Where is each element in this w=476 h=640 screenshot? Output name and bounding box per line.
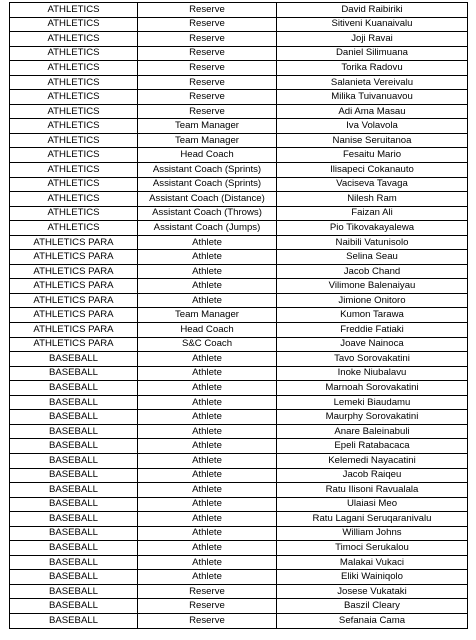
name-cell: Vilimone Balenaiyau	[277, 279, 468, 294]
table-row	[10, 32, 468, 47]
role-cell: Reserve	[138, 613, 277, 628]
role-cell: Reserve	[138, 17, 277, 32]
role-cell: Athlete	[138, 366, 277, 381]
name-cell: Salanieta Vereivalu	[277, 75, 468, 90]
sport-cell: ATHLETICS	[10, 90, 138, 105]
name-cell: Inoke Niubalavu	[277, 366, 468, 381]
roster-table-body	[10, 3, 468, 629]
sport-cell: ATHLETICS	[10, 221, 138, 236]
role-cell: Athlete	[138, 497, 277, 512]
sport-cell: ATHLETICS PARA	[10, 235, 138, 250]
role-cell: Reserve	[138, 61, 277, 76]
table-row	[10, 206, 468, 221]
name-cell: Nanise Seruitanoa	[277, 133, 468, 148]
name-cell: Marnoah Sorovakatini	[277, 381, 468, 396]
table-row	[10, 584, 468, 599]
sport-cell: ATHLETICS	[10, 46, 138, 61]
table-row	[10, 90, 468, 105]
sport-cell: ATHLETICS	[10, 3, 138, 18]
name-cell: Fesaitu Mario	[277, 148, 468, 163]
role-cell: Athlete	[138, 541, 277, 556]
sport-cell: ATHLETICS	[10, 133, 138, 148]
name-cell: William Johns	[277, 526, 468, 541]
role-cell: Athlete	[138, 352, 277, 367]
name-cell: Ilisapeci Cokanauto	[277, 163, 468, 178]
name-cell: Nilesh Ram	[277, 192, 468, 207]
table-row	[10, 439, 468, 454]
name-cell: Milika Tuivanuavou	[277, 90, 468, 105]
name-cell: Freddie Fatiaki	[277, 323, 468, 338]
table-row	[10, 497, 468, 512]
name-cell: Anare Baleinabuli	[277, 424, 468, 439]
role-cell: Reserve	[138, 104, 277, 119]
sport-cell: BASEBALL	[10, 410, 138, 425]
table-row	[10, 46, 468, 61]
name-cell: Joave Nainoca	[277, 337, 468, 352]
name-cell: Vaciseva Tavaga	[277, 177, 468, 192]
sport-cell: ATHLETICS PARA	[10, 323, 138, 338]
name-cell: Joji Ravai	[277, 32, 468, 47]
name-cell: Epeli Ratabacaca	[277, 439, 468, 454]
role-cell: Reserve	[138, 599, 277, 614]
name-cell: Ulaiasi Meo	[277, 497, 468, 512]
sport-cell: BASEBALL	[10, 424, 138, 439]
name-cell: Lemeki Biaudamu	[277, 395, 468, 410]
sport-cell: ATHLETICS PARA	[10, 308, 138, 323]
table-row	[10, 148, 468, 163]
name-cell: Jimione Onitoro	[277, 293, 468, 308]
table-row	[10, 61, 468, 76]
role-cell: Reserve	[138, 584, 277, 599]
roster-table	[9, 2, 468, 629]
role-cell: Athlete	[138, 439, 277, 454]
table-row	[10, 264, 468, 279]
name-cell: Jacob Raiqeu	[277, 468, 468, 483]
sport-cell: ATHLETICS	[10, 192, 138, 207]
name-cell: Eliki Wainiqolo	[277, 570, 468, 585]
sport-cell: ATHLETICS	[10, 177, 138, 192]
role-cell: Athlete	[138, 395, 277, 410]
name-cell: Pio Tikovakayalewa	[277, 221, 468, 236]
name-cell: Faizan Ali	[277, 206, 468, 221]
name-cell: Ratu Lagani Seruqaranivalu	[277, 512, 468, 527]
name-cell: Sefanaia Cama	[277, 613, 468, 628]
sport-cell: BASEBALL	[10, 555, 138, 570]
table-row	[10, 119, 468, 134]
sport-cell: BASEBALL	[10, 453, 138, 468]
role-cell: Assistant Coach (Jumps)	[138, 221, 277, 236]
table-row	[10, 177, 468, 192]
sport-cell: BASEBALL	[10, 497, 138, 512]
sport-cell: BASEBALL	[10, 366, 138, 381]
name-cell: Kumon Tarawa	[277, 308, 468, 323]
sport-cell: BASEBALL	[10, 512, 138, 527]
role-cell: Assistant Coach (Sprints)	[138, 177, 277, 192]
role-cell: Athlete	[138, 453, 277, 468]
table-row	[10, 250, 468, 265]
sport-cell: ATHLETICS PARA	[10, 337, 138, 352]
role-cell: Athlete	[138, 555, 277, 570]
role-cell: Athlete	[138, 250, 277, 265]
name-cell: Jacob Chand	[277, 264, 468, 279]
sport-cell: BASEBALL	[10, 352, 138, 367]
sport-cell: ATHLETICS	[10, 75, 138, 90]
role-cell: Athlete	[138, 570, 277, 585]
name-cell: Selina Seau	[277, 250, 468, 265]
role-cell: Reserve	[138, 3, 277, 18]
table-row	[10, 221, 468, 236]
role-cell: Reserve	[138, 75, 277, 90]
name-cell: David Raibiriki	[277, 3, 468, 18]
role-cell: Athlete	[138, 483, 277, 498]
sport-cell: ATHLETICS	[10, 104, 138, 119]
table-row	[10, 235, 468, 250]
sport-cell: BASEBALL	[10, 439, 138, 454]
role-cell: S&C Coach	[138, 337, 277, 352]
name-cell: Baszil Cleary	[277, 599, 468, 614]
table-row	[10, 468, 468, 483]
table-row	[10, 163, 468, 178]
sport-cell: ATHLETICS PARA	[10, 264, 138, 279]
table-row	[10, 613, 468, 628]
sport-cell: ATHLETICS	[10, 61, 138, 76]
role-cell: Assistant Coach (Throws)	[138, 206, 277, 221]
role-cell: Athlete	[138, 468, 277, 483]
name-cell: Timoci Serukalou	[277, 541, 468, 556]
sport-cell: ATHLETICS PARA	[10, 250, 138, 265]
table-row	[10, 323, 468, 338]
sport-cell: BASEBALL	[10, 541, 138, 556]
name-cell: Daniel Silimuana	[277, 46, 468, 61]
sport-cell: BASEBALL	[10, 599, 138, 614]
table-row	[10, 483, 468, 498]
table-row	[10, 75, 468, 90]
table-row	[10, 381, 468, 396]
sport-cell: ATHLETICS	[10, 32, 138, 47]
name-cell: Tavo Sorovakatini	[277, 352, 468, 367]
role-cell: Athlete	[138, 279, 277, 294]
role-cell: Athlete	[138, 424, 277, 439]
sport-cell: BASEBALL	[10, 526, 138, 541]
role-cell: Athlete	[138, 410, 277, 425]
table-row	[10, 453, 468, 468]
table-row	[10, 555, 468, 570]
sport-cell: ATHLETICS PARA	[10, 279, 138, 294]
role-cell: Team Manager	[138, 133, 277, 148]
table-row	[10, 17, 468, 32]
sport-cell: ATHLETICS	[10, 163, 138, 178]
table-row	[10, 526, 468, 541]
name-cell: Malakai Vukaci	[277, 555, 468, 570]
sport-cell: ATHLETICS	[10, 119, 138, 134]
sport-cell: BASEBALL	[10, 395, 138, 410]
role-cell: Team Manager	[138, 308, 277, 323]
role-cell: Reserve	[138, 32, 277, 47]
role-cell: Assistant Coach (Sprints)	[138, 163, 277, 178]
role-cell: Athlete	[138, 512, 277, 527]
name-cell: Torika Radovu	[277, 61, 468, 76]
name-cell: Sitiveni Kuanaivalu	[277, 17, 468, 32]
role-cell: Athlete	[138, 235, 277, 250]
name-cell: Naibili Vatunisolo	[277, 235, 468, 250]
role-cell: Athlete	[138, 293, 277, 308]
sport-cell: BASEBALL	[10, 468, 138, 483]
role-cell: Athlete	[138, 526, 277, 541]
table-row	[10, 410, 468, 425]
table-row	[10, 424, 468, 439]
sport-cell: BASEBALL	[10, 381, 138, 396]
sport-cell: ATHLETICS	[10, 17, 138, 32]
role-cell: Head Coach	[138, 148, 277, 163]
table-row	[10, 599, 468, 614]
table-row	[10, 366, 468, 381]
table-row	[10, 308, 468, 323]
table-row	[10, 541, 468, 556]
table-row	[10, 3, 468, 18]
name-cell: Kelemedi Nayacatini	[277, 453, 468, 468]
table-row	[10, 352, 468, 367]
table-row	[10, 192, 468, 207]
sport-cell: BASEBALL	[10, 584, 138, 599]
sport-cell: ATHLETICS	[10, 148, 138, 163]
table-row	[10, 293, 468, 308]
role-cell: Reserve	[138, 90, 277, 105]
name-cell: Maurphy Sorovakatini	[277, 410, 468, 425]
sport-cell: BASEBALL	[10, 613, 138, 628]
name-cell: Adi Ama Masau	[277, 104, 468, 119]
role-cell: Head Coach	[138, 323, 277, 338]
table-row	[10, 104, 468, 119]
table-row	[10, 570, 468, 585]
name-cell: Ratu Ilisoni Ravualala	[277, 483, 468, 498]
name-cell: Josese Vukataki	[277, 584, 468, 599]
name-cell: Iva Volavola	[277, 119, 468, 134]
table-row	[10, 512, 468, 527]
table-row	[10, 395, 468, 410]
sport-cell: BASEBALL	[10, 570, 138, 585]
sport-cell: BASEBALL	[10, 483, 138, 498]
role-cell: Reserve	[138, 46, 277, 61]
table-row	[10, 337, 468, 352]
sport-cell: ATHLETICS PARA	[10, 293, 138, 308]
role-cell: Athlete	[138, 264, 277, 279]
sport-cell: ATHLETICS	[10, 206, 138, 221]
table-row	[10, 133, 468, 148]
role-cell: Assistant Coach (Distance)	[138, 192, 277, 207]
role-cell: Team Manager	[138, 119, 277, 134]
role-cell: Athlete	[138, 381, 277, 396]
table-row	[10, 279, 468, 294]
